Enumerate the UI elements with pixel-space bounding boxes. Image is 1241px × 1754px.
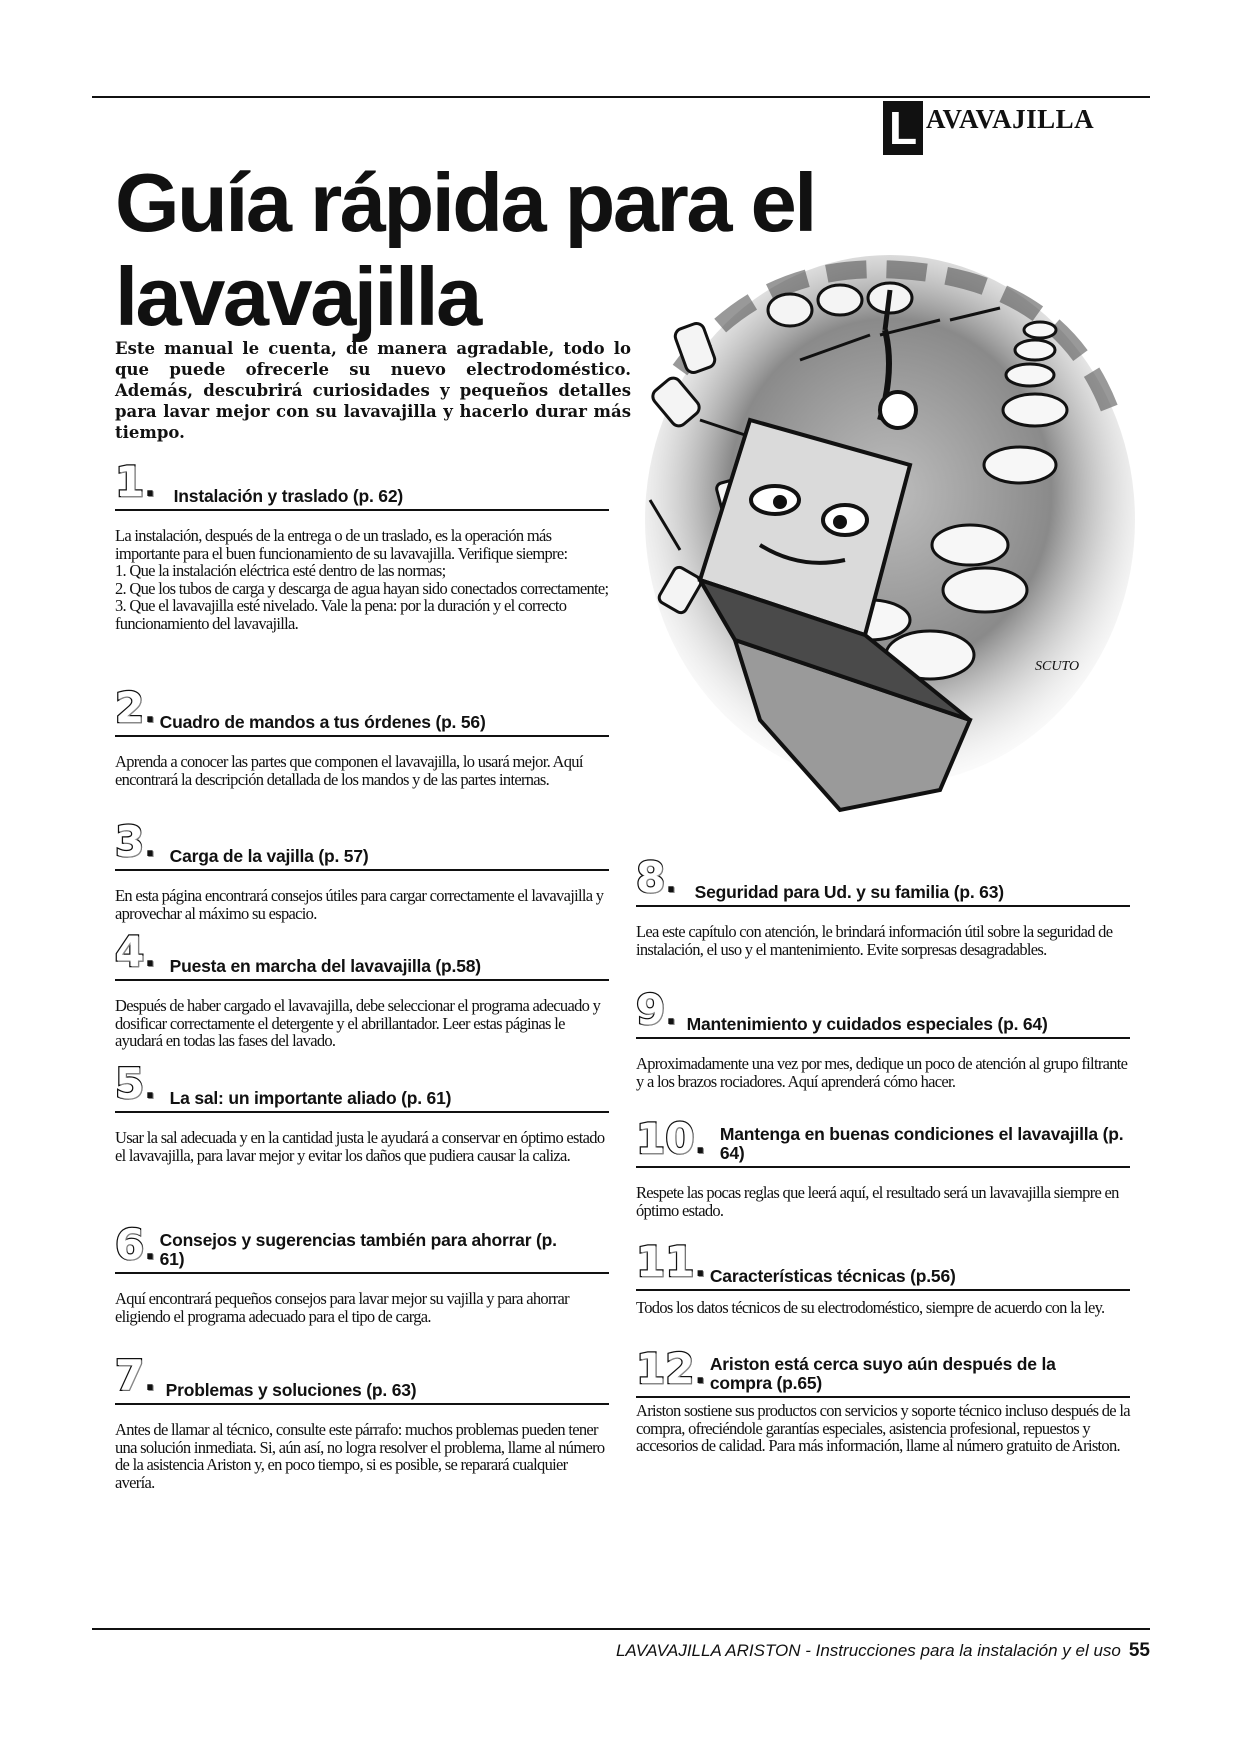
section-body bbox=[115, 887, 609, 922]
section-9 bbox=[636, 985, 1130, 1091]
section-header bbox=[636, 853, 1130, 907]
section-header bbox=[115, 1351, 609, 1405]
section-body bbox=[636, 1402, 1130, 1455]
dishwasher-cartoon-illustration bbox=[640, 250, 1140, 825]
section-body bbox=[115, 1421, 609, 1491]
body-line: 2. Que los tubos de carga y descarga de agua hayan sido conectados correctamente; bbox=[115, 578, 609, 598]
body-line: Usar la sal adecuada y en la cantidad justa le ayudará a conservar en óptimo estado el lavavajilla, para lavar mejor y evitar los daños que pudiera causar la caliza. bbox=[115, 1128, 605, 1165]
section-12 bbox=[636, 1340, 1130, 1455]
section-header bbox=[115, 927, 609, 981]
section-1 bbox=[115, 457, 609, 633]
section-number: 7. bbox=[115, 1351, 156, 1400]
section-title: Instalación y traslado (p. 62) bbox=[173, 486, 403, 506]
section-number: 1. bbox=[115, 457, 156, 506]
section-body bbox=[115, 1290, 609, 1325]
section-title: La sal: un importante aliado (p. 61) bbox=[169, 1088, 452, 1108]
section-body bbox=[115, 997, 609, 1050]
section-title: Ariston está cerca suyo aún después de la compra (p.65) bbox=[709, 1354, 1056, 1393]
section-2 bbox=[115, 683, 609, 789]
section-number: 3. bbox=[115, 817, 156, 866]
section-title: Seguridad para Ud. y su familia (p. 63) bbox=[694, 882, 1004, 902]
section-body bbox=[636, 1184, 1130, 1219]
section-title: Consejos y sugerencias también para ahorrar (p. 61) bbox=[159, 1230, 557, 1269]
intro-paragraph: Este manual le cuenta, de manera agradable, todo lo que puede ofrecerle su nuevo electrodoméstico. Además, descubrirá curiosidades y pequeños detalles para lavar mejor con su lavavajilla y hacerlo durar más tiempo. bbox=[115, 339, 631, 442]
section-header bbox=[636, 985, 1130, 1039]
section-10 bbox=[636, 1110, 1130, 1219]
section-number: 8. bbox=[636, 853, 677, 902]
page-number: 55 bbox=[1128, 1640, 1150, 1661]
section-5 bbox=[115, 1059, 609, 1165]
section-number: 10. bbox=[636, 1114, 706, 1163]
top-rule bbox=[92, 96, 1150, 98]
section-title: Problemas y soluciones (p. 63) bbox=[165, 1380, 417, 1400]
section-number: 6. bbox=[115, 1220, 156, 1269]
section-header bbox=[115, 683, 609, 737]
section-header bbox=[115, 817, 609, 871]
artist-signature: SCUTO bbox=[1035, 659, 1080, 674]
section-body bbox=[636, 923, 1130, 958]
section-title: Cuadro de mandos a tus órdenes (p. 56) bbox=[159, 712, 486, 732]
body-line: En esta página encontrará consejos útiles para cargar correctamente el lavavajilla y aprovechar al máximo su espacio. bbox=[115, 886, 604, 923]
section-7 bbox=[115, 1351, 609, 1492]
body-line: Aproximadamente una vez por mes, dedique un poco de atención al grupo filtrante y a los brazos rociadores. Aquí aprenderá cómo hacer. bbox=[636, 1054, 1128, 1091]
section-6 bbox=[115, 1220, 609, 1325]
section-label bbox=[883, 101, 1094, 155]
body-line: 3. Que el lavavajilla esté nivelado. Vale la pena: por la duración y el correcto funcionamiento del lavavajilla. bbox=[115, 596, 567, 633]
body-line: 1. Que la instalación eléctrica esté dentro de las normas; bbox=[115, 561, 446, 580]
body-line: Lea este capítulo con atención, le brindará información útil sobre la seguridad de instalación, el uso y el mantenimiento. Evite sorpresas desagradables. bbox=[636, 922, 1113, 959]
section-11 bbox=[636, 1237, 1130, 1317]
section-header bbox=[636, 1340, 1130, 1398]
section-number: 5. bbox=[115, 1059, 156, 1108]
section-initial: L bbox=[883, 101, 923, 155]
section-header bbox=[636, 1110, 1130, 1168]
section-number: 4. bbox=[115, 927, 156, 976]
section-header bbox=[636, 1237, 1130, 1291]
section-number: 11. bbox=[636, 1237, 706, 1286]
section-header bbox=[115, 1059, 609, 1113]
section-title: Mantenga en buenas condiciones el lavavajilla (p. 64) bbox=[719, 1124, 1124, 1163]
section-body bbox=[636, 1299, 1130, 1317]
page-footer bbox=[616, 1640, 1150, 1662]
body-line: Respete las pocas reglas que leerá aquí, el resultado será un lavavajilla siempre en óptimo estado. bbox=[636, 1183, 1119, 1220]
body-line: Todos los datos técnicos de su electrodoméstico, siempre de acuerdo con la ley. bbox=[636, 1298, 1105, 1317]
section-body bbox=[115, 753, 609, 788]
section-body bbox=[115, 1129, 609, 1164]
body-line: Ariston sostiene sus productos con servicios y soporte técnico incluso después de la compra, ofreciéndole garantías especiales, asistencia profesional, repuestos y accesorios de calidad. Para más información, llame al número gratuito de Ariston. bbox=[636, 1401, 1130, 1455]
bottom-rule bbox=[92, 1628, 1150, 1630]
section-title: Carga de la vajilla (p. 57) bbox=[169, 846, 369, 866]
section-number: 12. bbox=[636, 1344, 706, 1393]
section-number: 9. bbox=[636, 985, 677, 1034]
section-label-text: AVAVAJILLA bbox=[926, 104, 1095, 134]
section-body bbox=[115, 527, 609, 632]
section-header bbox=[115, 457, 609, 511]
section-3 bbox=[115, 817, 609, 923]
section-title: Mantenimiento y cuidados especiales (p. 64) bbox=[686, 1014, 1048, 1034]
section-header bbox=[115, 1220, 609, 1274]
body-line: Aquí encontrará pequeños consejos para lavar mejor su vajilla y para ahorrar eligiendo el programa adecuado para el tipo de carga. bbox=[115, 1289, 569, 1326]
section-8 bbox=[636, 853, 1130, 959]
section-4 bbox=[115, 927, 609, 1050]
footer-text: LAVAVAJILLA ARISTON - Instrucciones para la instalación y el uso bbox=[615, 1641, 1121, 1660]
section-title: Puesta en marcha del lavavajilla (p.58) bbox=[169, 956, 481, 976]
body-line: Aprenda a conocer las partes que componen el lavavajilla, lo usará mejor. Aquí encontrará la descripción detallada de los mandos y de las partes internas. bbox=[115, 752, 583, 789]
section-title: Características técnicas (p.56) bbox=[709, 1266, 956, 1286]
section-number: 2. bbox=[115, 683, 156, 732]
page-title: Guía rápida para el lavavajilla bbox=[115, 156, 815, 343]
body-line: Después de haber cargado el lavavajilla, debe seleccionar el programa adecuado y dosificar correctamente el detergente y el abrillantador. Leer estas páginas le ayudará en todas las fases del lavado. bbox=[115, 996, 601, 1050]
body-line: La instalación, después de la entrega o de un traslado, es la operación más importante para el buen funcionamiento de su lavavajilla. Verifique siempre: bbox=[115, 526, 568, 563]
body-line: Antes de llamar al técnico, consulte este párrafo: muchos problemas pueden tener una solución inmediata. Si, aún así, no logra resolver el problema, llame al número de la asistencia Ariston y, en poco tiempo, si es posible, se reparará cualquier avería. bbox=[115, 1420, 605, 1492]
section-body bbox=[636, 1055, 1130, 1090]
